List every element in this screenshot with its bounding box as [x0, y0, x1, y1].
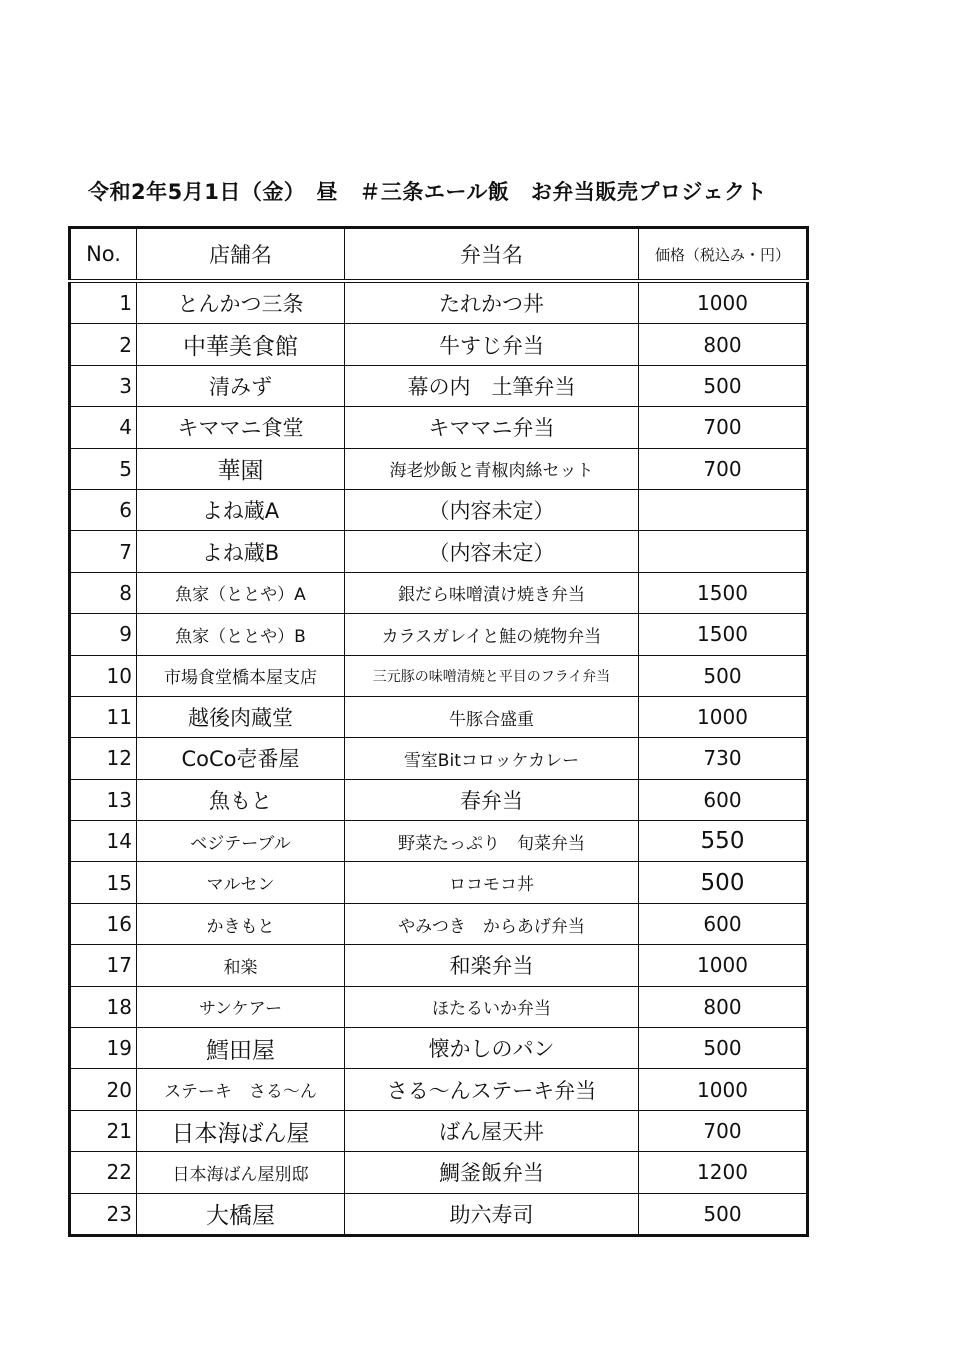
- table-row: [70, 1152, 808, 1193]
- row-no: 19: [70, 1028, 137, 1069]
- row-bento: 野菜たっぷり 旬菜弁当: [345, 821, 639, 862]
- row-bento: ほたるいか弁当: [345, 986, 639, 1027]
- table-row: [70, 696, 808, 737]
- table-row: [70, 1028, 808, 1069]
- row-store: 鱈田屋: [137, 1028, 345, 1069]
- bento-table: [68, 226, 809, 1237]
- row-store: 魚もと: [137, 779, 345, 820]
- row-price: 700: [639, 407, 808, 448]
- row-store: とんかつ三条: [137, 281, 345, 324]
- table-row: [70, 738, 808, 779]
- row-price: 600: [639, 779, 808, 820]
- row-no: 21: [70, 1110, 137, 1151]
- row-store: マルセン: [137, 862, 345, 903]
- table-row: [70, 572, 808, 613]
- row-no: 23: [70, 1193, 137, 1235]
- row-price: 600: [639, 903, 808, 944]
- row-store: 魚家（ととや）B: [137, 614, 345, 655]
- row-price: 700: [639, 1110, 808, 1151]
- table-row: [70, 986, 808, 1027]
- row-bento: 三元豚の味噌清焼と平目のフライ弁当: [345, 655, 639, 696]
- row-bento: （内容未定）: [345, 531, 639, 572]
- row-price: 550: [639, 821, 808, 862]
- row-no: 3: [70, 365, 137, 406]
- row-price: 800: [639, 324, 808, 365]
- row-price: 500: [639, 1193, 808, 1235]
- row-no: 2: [70, 324, 137, 365]
- table-row: [70, 1193, 808, 1235]
- header-row: [70, 228, 808, 282]
- table-row: [70, 862, 808, 903]
- row-price: 730: [639, 738, 808, 779]
- row-store: よね蔵B: [137, 531, 345, 572]
- table-row: [70, 531, 808, 572]
- row-store: よね蔵A: [137, 489, 345, 530]
- row-bento: 懐かしのパン: [345, 1028, 639, 1069]
- table-row: [70, 1110, 808, 1151]
- row-price: [639, 489, 808, 530]
- row-no: 11: [70, 696, 137, 737]
- row-store: 中華美食館: [137, 324, 345, 365]
- row-store: ステーキ さる～ん: [137, 1069, 345, 1110]
- row-no: 14: [70, 821, 137, 862]
- row-no: 1: [70, 281, 137, 324]
- row-price: 1200: [639, 1152, 808, 1193]
- row-no: 20: [70, 1069, 137, 1110]
- row-no: 17: [70, 945, 137, 986]
- table-row: [70, 407, 808, 448]
- row-store: サンケアー: [137, 986, 345, 1027]
- row-price: 500: [639, 1028, 808, 1069]
- row-bento: 幕の内 土筆弁当: [345, 365, 639, 406]
- row-store: CoCo壱番屋: [137, 738, 345, 779]
- row-no: 15: [70, 862, 137, 903]
- row-store: 華園: [137, 448, 345, 489]
- row-price: [639, 531, 808, 572]
- table-row: [70, 281, 808, 324]
- row-no: 5: [70, 448, 137, 489]
- table-row: [70, 448, 808, 489]
- page-title: 令和2年5月1日（金） 昼 ＃三条エール飯 お弁当販売プロジェクト: [88, 180, 767, 204]
- table-row: [70, 655, 808, 696]
- row-price: 700: [639, 448, 808, 489]
- row-price: 1000: [639, 281, 808, 324]
- row-bento: たれかつ丼: [345, 281, 639, 324]
- header-price: 価格（税込み・円）: [639, 228, 808, 282]
- row-price: 1500: [639, 614, 808, 655]
- row-price: 1000: [639, 696, 808, 737]
- table-row: [70, 779, 808, 820]
- row-price: 500: [639, 365, 808, 406]
- row-no: 16: [70, 903, 137, 944]
- row-bento: 和楽弁当: [345, 945, 639, 986]
- row-bento: カラスガレイと鮭の焼物弁当: [345, 614, 639, 655]
- row-store: 魚家（ととや）A: [137, 572, 345, 613]
- row-store: 日本海ばん屋: [137, 1110, 345, 1151]
- table-row: [70, 821, 808, 862]
- row-store: 清みず: [137, 365, 345, 406]
- row-no: 13: [70, 779, 137, 820]
- table-row: [70, 489, 808, 530]
- row-bento: ばん屋天丼: [345, 1110, 639, 1151]
- row-store: キママニ食堂: [137, 407, 345, 448]
- row-bento: （内容未定）: [345, 489, 639, 530]
- table-row: [70, 903, 808, 944]
- row-no: 6: [70, 489, 137, 530]
- row-bento: 牛すじ弁当: [345, 324, 639, 365]
- row-bento: ロコモコ丼: [345, 862, 639, 903]
- row-store: ベジテーブル: [137, 821, 345, 862]
- row-bento: 鯛釜飯弁当: [345, 1152, 639, 1193]
- row-bento: 銀だら味噌漬け焼き弁当: [345, 572, 639, 613]
- row-price: 500: [639, 862, 808, 903]
- row-bento: 牛豚合盛重: [345, 696, 639, 737]
- row-price: 1000: [639, 1069, 808, 1110]
- row-no: 18: [70, 986, 137, 1027]
- row-bento: キママニ弁当: [345, 407, 639, 448]
- row-store: かきもと: [137, 903, 345, 944]
- row-no: 10: [70, 655, 137, 696]
- row-no: 22: [70, 1152, 137, 1193]
- row-price: 1000: [639, 945, 808, 986]
- row-bento: さる～んステーキ弁当: [345, 1069, 639, 1110]
- table-row: [70, 324, 808, 365]
- row-no: 4: [70, 407, 137, 448]
- row-no: 12: [70, 738, 137, 779]
- row-no: 8: [70, 572, 137, 613]
- row-price: 1500: [639, 572, 808, 613]
- table-row: [70, 945, 808, 986]
- row-store: 市場食堂橋本屋支店: [137, 655, 345, 696]
- row-store: 日本海ばん屋別邸: [137, 1152, 345, 1193]
- row-bento: やみつき からあげ弁当: [345, 903, 639, 944]
- row-bento: 助六寿司: [345, 1193, 639, 1235]
- header-store: 店舗名: [137, 228, 345, 282]
- row-price: 500: [639, 655, 808, 696]
- table-row: [70, 1069, 808, 1110]
- row-price: 800: [639, 986, 808, 1027]
- row-store: 和楽: [137, 945, 345, 986]
- row-bento: 雪室Bitコロッケカレー: [345, 738, 639, 779]
- row-store: 越後肉蔵堂: [137, 696, 345, 737]
- row-bento: 春弁当: [345, 779, 639, 820]
- table-row: [70, 614, 808, 655]
- row-bento: 海老炒飯と青椒肉絲セット: [345, 448, 639, 489]
- header-bento: 弁当名: [345, 228, 639, 282]
- row-no: 7: [70, 531, 137, 572]
- row-no: 9: [70, 614, 137, 655]
- row-store: 大橋屋: [137, 1193, 345, 1235]
- header-no: No.: [70, 228, 137, 282]
- table-row: [70, 365, 808, 406]
